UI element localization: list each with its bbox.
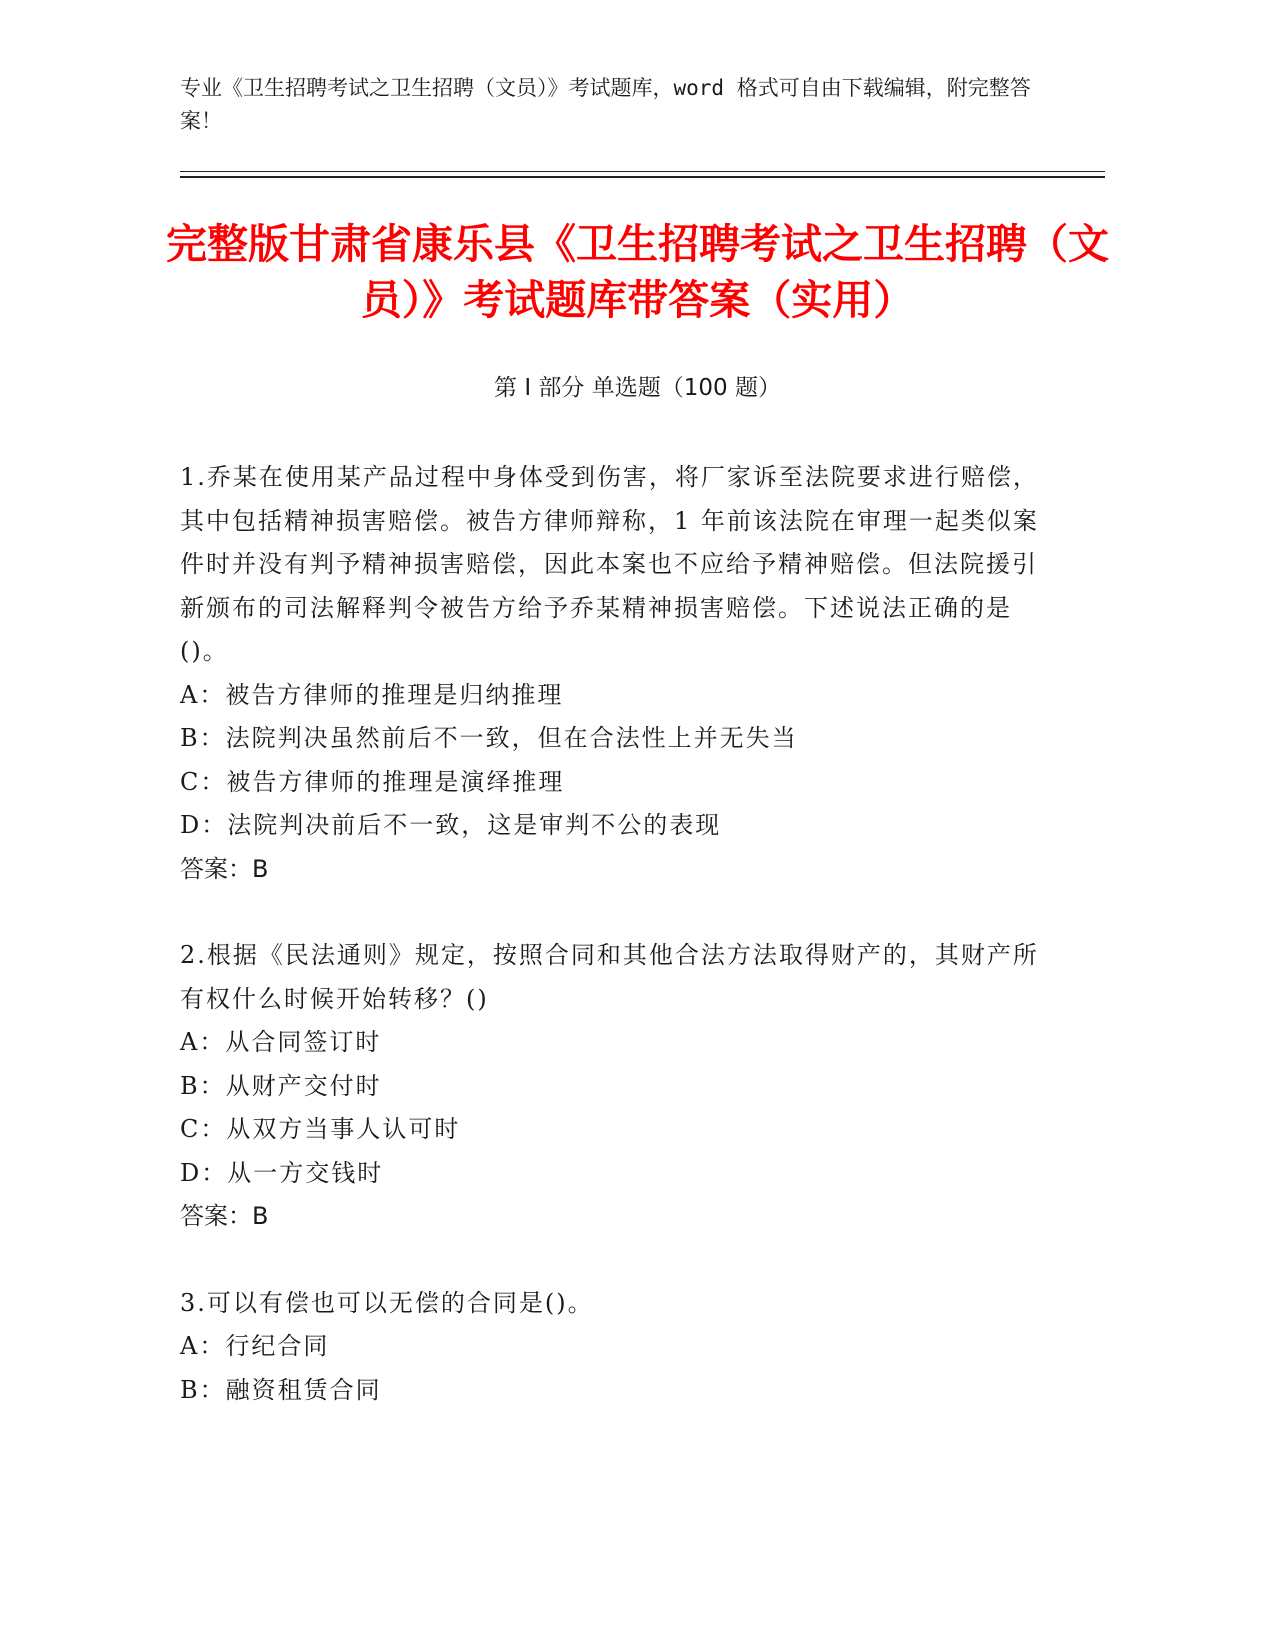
option-d: D：法院判决前后不一致，这是审判不公的表现 [180, 811, 722, 839]
header-note: 专业《卫生招聘考试之卫生招聘（文员）》考试题库，word 格式可自由下载编辑，附完整答案！ [180, 76, 1031, 133]
question-stem: 2.根据《民法通则》规定，按照合同和其他合法方法取得财产的，其财产所有权什么时候开始转移？() [180, 941, 1039, 1013]
option-b: B：从财产交付时 [180, 1071, 382, 1100]
question-1 [180, 456, 1050, 891]
option-d: D：从一方交钱时 [180, 1158, 384, 1187]
option-a: A：行纪合同 [180, 1332, 330, 1360]
option-a: A：从合同签订时 [180, 1028, 382, 1056]
section-title: 第 I 部分 单选题（100 题） [494, 375, 781, 401]
option-b: B：法院判决虽然前后不一致，但在合法性上并无失当 [180, 724, 798, 752]
answer: 答案：B [180, 1202, 269, 1230]
question-list [180, 456, 1050, 1455]
header-divider-bottom [180, 176, 1105, 178]
option-c: C：被告方律师的推理是演绎推理 [180, 767, 565, 796]
document-title: 完整版甘肃省康乐县《卫生招聘考试之卫生招聘（文员）》考试题库带答案（实用） [166, 220, 1109, 324]
answer: 答案：B [180, 854, 269, 883]
option-c: C：从双方当事人认可时 [180, 1115, 461, 1143]
option-b: B：融资租赁合同 [180, 1375, 382, 1404]
question-3 [180, 1282, 1050, 1413]
question-2 [180, 934, 1050, 1239]
header-divider-top [180, 171, 1105, 172]
option-a: A：被告方律师的推理是归纳推理 [180, 680, 564, 709]
question-stem: 3.可以有偿也可以无偿的合同是()。 [180, 1288, 594, 1317]
question-stem: 1.乔某在使用某产品过程中身体受到伤害，将厂家诉至法院要求进行赔偿，其中包括精神损害赔偿。被告方律师辩称，1 年前该法院在审理一起类似案件时并没有判予精神损害赔偿，因此本案也不应给予精神赔偿。但法院援引新颁布的司法解释判令被告方给予乔某精神损害赔偿。下述说法正确的是()。 [180, 463, 1039, 665]
